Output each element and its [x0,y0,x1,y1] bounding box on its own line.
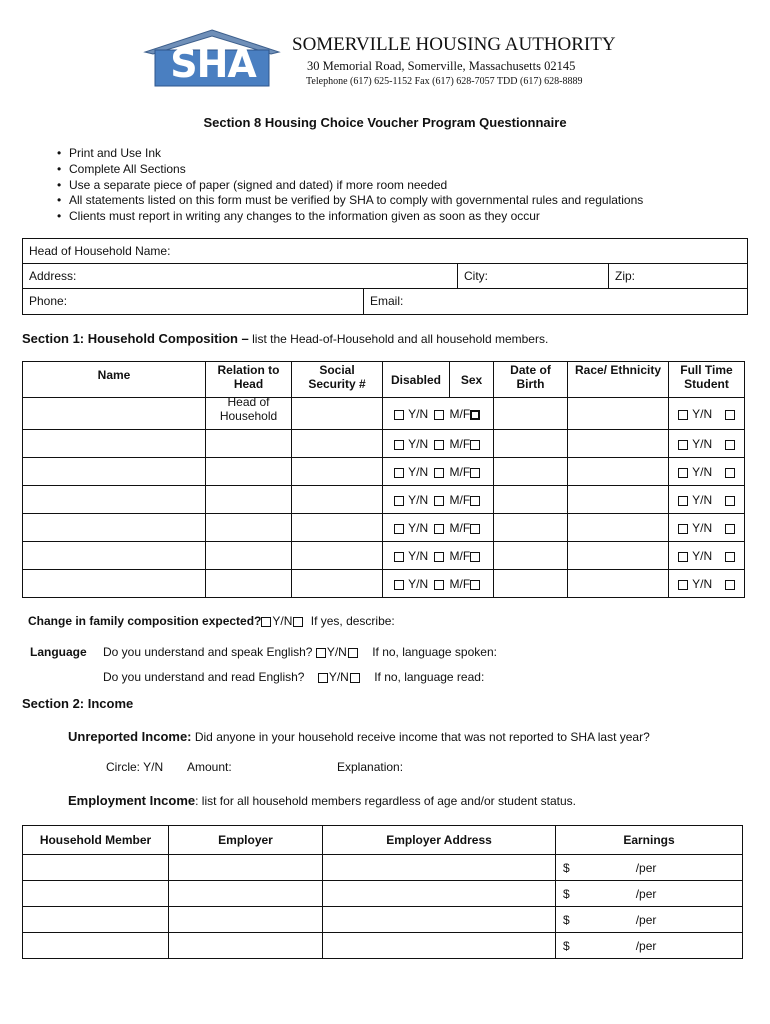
student-cell[interactable] [669,486,745,514]
section2-title: Section 2: Income [22,696,134,711]
amount-label: Amount: [187,760,232,774]
student-checkbox[interactable] [678,524,688,534]
unreported-label: Unreported Income: [68,729,192,744]
disabled-yn: Y/N [408,520,429,535]
org-name: SOMERVILLE HOUSING AUTHORITY [292,34,616,55]
race-cell[interactable] [568,570,669,598]
student-cell[interactable] [669,398,745,430]
employer-cell[interactable] [169,933,323,959]
relation-cell[interactable] [206,542,292,570]
race-cell[interactable] [568,486,669,514]
member-cell[interactable] [23,855,169,881]
sex-cell[interactable] [450,398,494,430]
dob-cell[interactable] [494,458,568,486]
org-address: 30 Memorial Road, Somerville, Massachusetts 02145 [307,59,576,73]
dollar-sign: $ [563,938,570,953]
col-dob: Date of Birth [494,362,568,398]
disabled-yn: Y/N [408,464,429,479]
disabled-cell[interactable] [383,570,450,598]
change-checkbox[interactable] [261,617,271,627]
table-row [23,881,743,907]
disabled-yn: Y/N [408,492,429,507]
sex-checkbox[interactable] [470,552,480,562]
disabled-cell[interactable] [383,458,450,486]
disabled-checkbox-2[interactable] [434,524,444,534]
ssn-cell[interactable] [292,514,383,542]
student-checkbox-2[interactable] [725,440,735,450]
change-composition-line [28,614,395,628]
disabled-checkbox[interactable] [394,440,404,450]
student-checkbox[interactable] [678,410,688,420]
sex-mf: M/F [449,492,471,507]
employment-line [68,793,576,808]
disabled-checkbox[interactable] [394,468,404,478]
disabled-cell[interactable] [383,514,450,542]
employer-cell[interactable] [169,907,323,933]
student-checkbox[interactable] [678,468,688,478]
language-label: Language [30,645,87,659]
disabled-cell[interactable] [383,486,450,514]
sex-mf: M/F [449,406,471,421]
read-question: Do you understand and read English? [103,670,305,684]
speak-checkbox[interactable] [316,648,326,658]
student-yn: Y/N [692,576,713,591]
read-line [103,670,484,684]
student-yn: Y/N [692,464,713,479]
head-of-household-label: Head of Household Name: [29,244,171,258]
student-checkbox-2[interactable] [725,580,735,590]
disabled-checkbox-2[interactable] [434,496,444,506]
sex-mf: M/F [449,436,471,451]
col-sex: Sex [450,362,494,398]
student-yn: Y/N [692,406,713,421]
col-relation: Relation to Head [206,362,292,398]
instruction-item: • Clients must report in writing any changes to the information given as soon as they occur [57,209,757,225]
zip-field[interactable] [608,264,747,288]
logo-text: SHA [170,42,256,86]
head-of-household-field[interactable] [23,239,747,263]
col-disabled: Disabled [383,362,450,398]
employer-address-cell[interactable] [323,855,556,881]
disabled-checkbox-2[interactable] [434,552,444,562]
dob-cell[interactable] [494,486,568,514]
relation-cell[interactable] [206,395,292,430]
student-cell[interactable] [669,542,745,570]
dob-cell[interactable] [494,570,568,598]
org-contact: Telephone (617) 625-1152 Fax (617) 628-7057 TDD (617) 628-8889 [306,76,583,87]
disabled-cell[interactable] [383,542,450,570]
read-checkbox-2[interactable] [350,673,360,683]
table-row [23,855,743,881]
relation-cell[interactable] [206,514,292,542]
ssn-cell[interactable] [292,430,383,458]
unreported-line [68,729,650,744]
section1-heading [22,331,548,346]
table-row [23,398,745,430]
zip-label: Zip: [615,269,636,283]
address-field[interactable] [23,264,457,288]
sex-mf: M/F [449,548,471,563]
earnings-cell[interactable] [556,881,743,907]
employment-desc: : list for all household members regardless of age and/or student status. [195,794,577,808]
col-earnings: Earnings [556,826,743,855]
per-label: /per [635,912,657,927]
speak-yn: Y/N [326,645,347,659]
dollar-sign: $ [563,886,570,901]
table-row [23,430,745,458]
earnings-cell[interactable] [556,907,743,933]
contact-info-box [22,238,748,315]
ssn-cell[interactable] [292,486,383,514]
per-label: /per [635,938,657,953]
sex-cell[interactable] [450,542,494,570]
address-label: Address: [29,269,77,283]
dollar-sign: $ [563,912,570,927]
speak-checkbox-2[interactable] [348,648,358,658]
employer-address-cell[interactable] [323,881,556,907]
sex-cell[interactable] [450,514,494,542]
col-student: Full Time Student [669,362,745,398]
explanation-label: Explanation: [337,760,404,774]
relation-cell[interactable] [206,570,292,598]
sex-mf: M/F [449,576,471,591]
sex-checkbox[interactable] [470,468,480,478]
col-household-member: Household Member [23,826,169,855]
member-cell[interactable] [23,933,169,959]
race-cell[interactable] [568,542,669,570]
per-label: /per [635,860,657,875]
student-cell[interactable] [669,430,745,458]
ssn-cell[interactable] [292,570,383,598]
table-row [23,907,743,933]
relation-cell[interactable] [206,458,292,486]
speak-followup: If no, language spoken: [372,645,497,659]
relation-head-text: Head of Household [219,395,278,423]
sex-mf: M/F [449,464,471,479]
student-checkbox-2[interactable] [725,410,735,420]
earnings-cell[interactable] [556,933,743,959]
employer-address-cell[interactable] [323,933,556,959]
table-row [23,458,745,486]
race-cell[interactable] [568,398,669,430]
disabled-checkbox-2[interactable] [434,580,444,590]
change-yn: Y/N [272,614,293,628]
change-checkbox-2[interactable] [293,617,303,627]
student-checkbox[interactable] [678,552,688,562]
instruction-item: • All statements listed on this form must be verified by SHA to comply with governmental rules and regulations [57,193,757,209]
employment-header-row [23,826,743,855]
disabled-checkbox-2[interactable] [434,440,444,450]
student-cell[interactable] [669,570,745,598]
speak-line [103,645,497,659]
student-yn: Y/N [692,548,713,563]
email-field[interactable] [363,289,747,314]
member-name-cell[interactable] [23,486,206,514]
circle-yn: Circle: Y/N [106,760,164,774]
dob-cell[interactable] [494,542,568,570]
instruction-item: • Print and Use Ink [57,146,757,162]
table-row [23,514,745,542]
disabled-checkbox[interactable] [394,410,404,420]
race-cell[interactable] [568,430,669,458]
col-employer: Employer [169,826,323,855]
disabled-yn: Y/N [408,436,429,451]
employer-cell[interactable] [169,881,323,907]
disabled-checkbox[interactable] [394,552,404,562]
sex-checkbox[interactable] [470,410,480,420]
disabled-checkbox-2[interactable] [434,410,444,420]
speak-question: Do you understand and speak English? [103,645,313,659]
disabled-cell[interactable] [383,398,450,430]
student-yn: Y/N [692,492,713,507]
phone-row [23,289,747,314]
sex-checkbox[interactable] [470,496,480,506]
student-checkbox[interactable] [678,496,688,506]
ssn-cell[interactable] [292,398,383,430]
email-label: Email: [370,294,404,308]
table-row [23,542,745,570]
race-cell[interactable] [568,458,669,486]
ssn-cell[interactable] [292,458,383,486]
employer-cell[interactable] [169,855,323,881]
head-of-household-row [23,239,747,264]
sex-cell[interactable] [450,458,494,486]
student-checkbox-2[interactable] [725,524,735,534]
employer-address-cell[interactable] [323,907,556,933]
disabled-checkbox[interactable] [394,496,404,506]
disabled-cell[interactable] [383,430,450,458]
dob-cell[interactable] [494,514,568,542]
member-cell[interactable] [23,881,169,907]
table-row [23,486,745,514]
instruction-item: • Use a separate piece of paper (signed and dated) if more room needed [57,178,757,194]
col-employer-address: Employer Address [323,826,556,855]
student-checkbox[interactable] [678,580,688,590]
sex-checkbox[interactable] [470,580,480,590]
student-cell[interactable] [669,514,745,542]
earnings-cell[interactable] [556,855,743,881]
city-label: City: [464,269,488,283]
student-yn: Y/N [692,520,713,535]
relation-cell[interactable] [206,486,292,514]
sex-checkbox[interactable] [470,440,480,450]
sex-cell[interactable] [450,430,494,458]
phone-label: Phone: [29,294,68,308]
read-checkbox[interactable] [318,673,328,683]
member-name-cell[interactable] [23,398,206,430]
read-yn: Y/N [328,670,349,684]
instructions-list [57,146,757,225]
disabled-yn: Y/N [408,548,429,563]
section1-title: Section 1: Household Composition – [22,331,249,346]
student-checkbox-2[interactable] [725,496,735,506]
address-row [23,264,747,289]
table-row [23,933,743,959]
phone-field[interactable] [23,289,363,314]
race-cell[interactable] [568,514,669,542]
disabled-checkbox[interactable] [394,524,404,534]
sex-checkbox[interactable] [470,524,480,534]
col-race: Race/ Ethnicity [568,362,669,398]
col-ssn: Social Security # [292,362,383,398]
employment-label: Employment Income [68,793,196,808]
member-cell[interactable] [23,907,169,933]
dollar-sign: $ [563,860,570,875]
ssn-cell[interactable] [292,542,383,570]
read-followup: If no, language read: [374,670,485,684]
sex-mf: M/F [449,520,471,535]
sha-logo [143,28,281,88]
disabled-checkbox[interactable] [394,580,404,590]
unreported-question: Did anyone in your household receive income that was not reported to SHA last year? [191,730,650,744]
dob-cell[interactable] [494,430,568,458]
member-name-cell[interactable] [23,514,206,542]
page-title: Section 8 Housing Choice Voucher Program Questionnaire [203,115,567,130]
table-row [23,570,745,598]
dob-cell[interactable] [494,398,568,430]
student-checkbox-2[interactable] [725,552,735,562]
disabled-yn: Y/N [408,406,429,421]
sex-cell[interactable] [450,570,494,598]
section1-subtitle: list the Head-of-Household and all household members. [248,332,549,346]
change-describe: If yes, describe: [310,614,395,628]
student-checkbox-2[interactable] [725,468,735,478]
member-name-cell[interactable] [23,542,206,570]
disabled-checkbox-2[interactable] [434,468,444,478]
member-name-cell[interactable] [23,458,206,486]
relation-cell[interactable] [206,430,292,458]
employment-table [22,825,743,959]
household-header-row [23,362,745,398]
instruction-item: • Complete All Sections [57,162,757,178]
household-table [22,361,745,598]
member-name-cell[interactable] [23,430,206,458]
col-name: Name [23,362,206,398]
city-field[interactable] [457,264,608,288]
change-label: Change in family composition expected? [28,614,262,628]
disabled-yn: Y/N [408,576,429,591]
sex-cell[interactable] [450,486,494,514]
per-label: /per [635,886,657,901]
student-cell[interactable] [669,458,745,486]
member-name-cell[interactable] [23,570,206,598]
student-yn: Y/N [692,436,713,451]
student-checkbox[interactable] [678,440,688,450]
